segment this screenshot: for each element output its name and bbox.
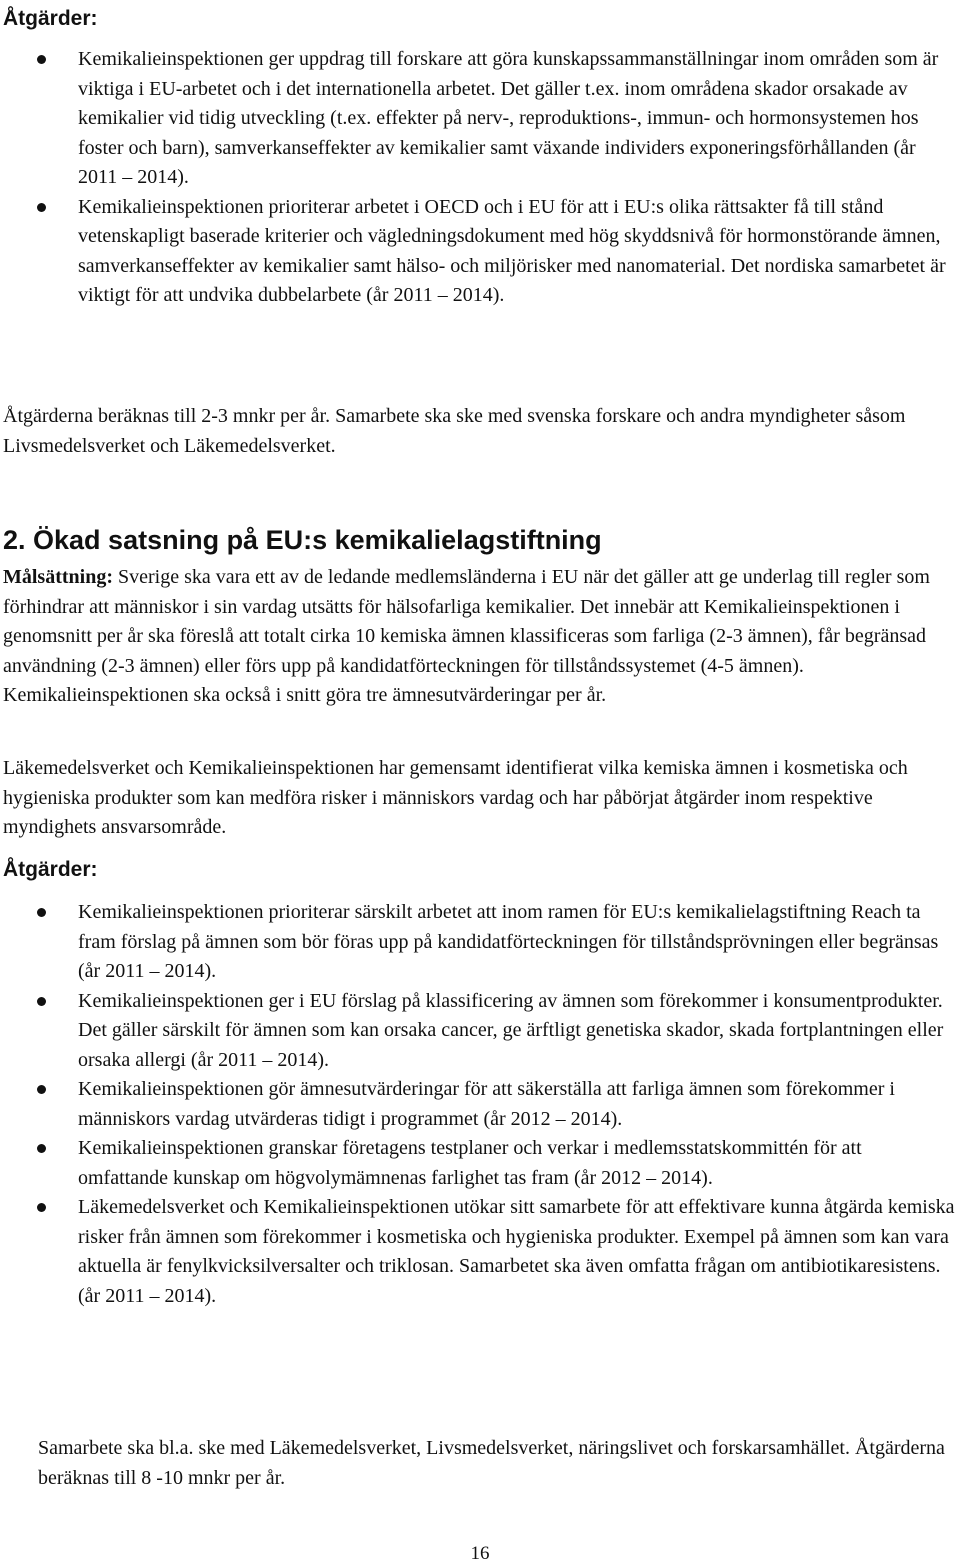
list-item: Kemikalieinspektionen gör ämnesutvärderingar för att säkerställa att farliga ämnen som förekommer i människors vardag utvärderas tidigt i programmet (år 2012 – 2014).	[3, 1075, 956, 1134]
list-item: Kemikalieinspektionen prioriterar särskilt arbetet att inom ramen för EU:s kemikalielagstiftning Reach ta fram förslag på ämnen som bör föras upp på kandidatförteckningen för tillståndsprövningen eller begränsas (år 2011 – 2014).	[3, 898, 956, 987]
list-item: Kemikalieinspektionen prioriterar arbetet i OECD och i EU för att i EU:s olika rättsakter få till stånd vetenskapligt baserade kriterier och vägledningsdokument med hög skyddsnivå för hormonstörande ämnen, samverkanseffekter av kemikalier samt hälso- och miljörisker med nanomaterial. Det nordiska samarbetet är viktigt för att undvika dubbelarbete (år 2011 – 2014).	[3, 193, 956, 311]
list-item: Kemikalieinspektionen ger i EU förslag på klassificering av ämnen som förekommer i konsumentprodukter. Det gäller särskilt för ämnen som kan orsaka cancer, ge ärftligt genetiska skador, skada fortplantningen eller orsaka allergi (år 2011 – 2014).	[3, 987, 956, 1076]
actions-heading-2: Åtgärder:	[3, 858, 98, 881]
goal-paragraph	[3, 563, 956, 711]
closing-paragraph: Samarbete ska bl.a. ske med Läkemedelsverket, Livsmedelsverket, näringslivet och forskarsamhället. Åtgärderna beräknas till 8 -10 mnkr per år.	[38, 1437, 945, 1489]
actions-list-2	[3, 898, 956, 1311]
page-number: 16	[470, 1543, 490, 1564]
bullet-icon	[37, 55, 46, 64]
bullet-icon	[37, 203, 46, 212]
bullet-icon	[37, 1203, 46, 1212]
goal-label: Målsättning:	[3, 566, 113, 588]
section-title: 2. Ökad satsning på EU:s kemikalielagstiftning	[3, 525, 602, 555]
bullet-icon	[37, 997, 46, 1006]
bullet-icon	[37, 1085, 46, 1094]
bullet-icon	[37, 908, 46, 917]
bullet-icon	[37, 1144, 46, 1153]
list-item: Läkemedelsverket och Kemikalieinspektionen utökar sitt samarbete för att effektivare kunna åtgärda kemiska risker från ämnen som förekommer i kosmetiska och hygieniska produkter. Exempel på ämnen som kan vara aktuella är fenylkvicksilversalter och triklosan. Samarbetet ska även omfatta frågan om antibiotikaresistens. (år 2011 – 2014).	[3, 1193, 956, 1311]
actions-list-1	[3, 45, 956, 311]
cost-paragraph-1: Åtgärderna beräknas till 2-3 mnkr per år. Samarbete ska ske med svenska forskare och andra myndigheter såsom Livsmedelsverket och Läkemedelsverket.	[3, 405, 906, 457]
collaboration-paragraph: Läkemedelsverket och Kemikalieinspektionen har gemensamt identifierat vilka kemiska ämnen i kosmetiska och hygieniska produkter som kan medföra risker i människors vardag och har påbörjat åtgärder inom respektive myndighets ansvarsområde.	[3, 757, 908, 838]
actions-heading-1: Åtgärder:	[3, 7, 98, 30]
list-item: Kemikalieinspektionen granskar företagens testplaner och verkar i medlemsstatskommittén för att omfattande kunskap om högvolymämnenas farlighet tas fram (år 2012 – 2014).	[3, 1134, 956, 1193]
list-item: Kemikalieinspektionen ger uppdrag till forskare att göra kunskapssammanställningar inom områden som är viktiga i EU-arbetet och i det internationella arbetet. Det gäller t.ex. inom områdena skador orsakade av kemikalier vid tidig utveckling (t.ex. effekter på nerv-, reproduktions-, immun- och hormonsystemen hos foster och barn), samverkanseffekter av kemikalier samt växande individers exponeringsförhållanden (år 2011 – 2014).	[3, 45, 956, 193]
goal-text: Sverige ska vara ett av de ledande medlemsländerna i EU när det gäller att ge underlag till regler som förhindrar att människor i sin vardag utsätts för hälsofarliga kemikalier. Det innebär att Kemikalieinspektionen i genomsnitt per år ska föreslå att totalt cirka 10 kemiska ämnen klassificeras som farliga (2-3 ämnen), får begränsad användning (2-3 ämnen) eller förs upp på kandidatförteckningen för tillståndssystemet (4-5 ämnen). Kemikalieinspektionen ska också i snitt göra tre ämnesutvärderingar per år.	[3, 566, 930, 706]
